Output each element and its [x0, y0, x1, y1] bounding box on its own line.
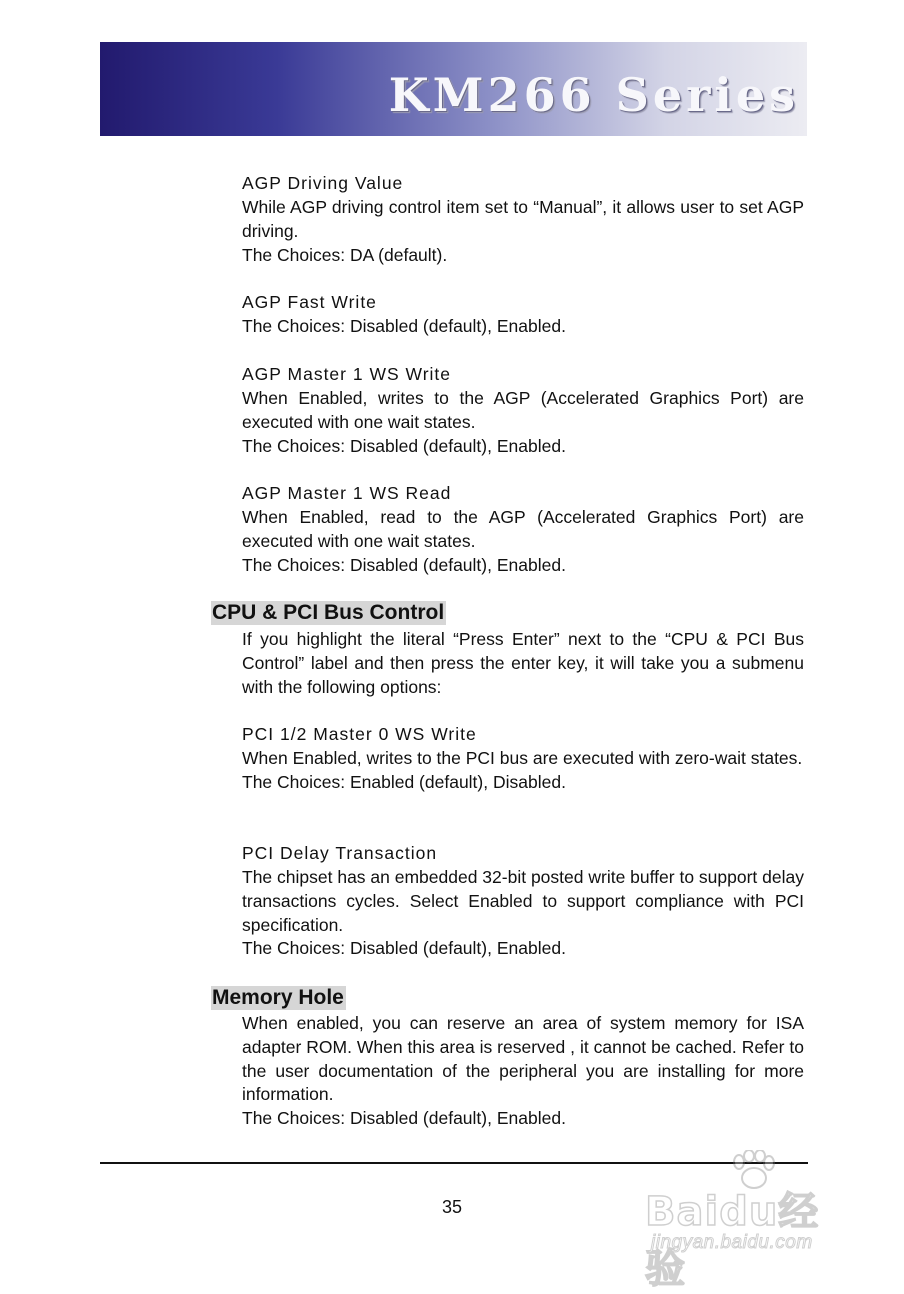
watermark-brand: Baidu经验 [645, 1189, 820, 1292]
section-heading-cpu-pci: CPU & PCI Bus Control [212, 601, 445, 624]
baidu-watermark [645, 1150, 855, 1292]
item-title-pci-delay-transaction: PCI Delay Transaction [242, 843, 438, 863]
item-choices: The Choices: Disabled (default), Enabled. [242, 435, 566, 456]
item-text-pci-master-ws-write [242, 747, 804, 795]
item-text-agp-driving-value [242, 196, 804, 267]
item-description: When Enabled, writes to the AGP (Accelerated Graphics Port) are executed with one wait states. [242, 388, 804, 432]
item-choices: The Choices: Disabled (default), Enabled. [242, 316, 566, 336]
item-title-agp-master-ws-read: AGP Master 1 WS Read [242, 483, 452, 503]
item-choices: The Choices: Disabled (default), Enabled. [242, 938, 566, 959]
section-heading-memory-hole: Memory Hole [212, 986, 344, 1009]
item-title-agp-master-ws-write: AGP Master 1 WS Write [242, 364, 452, 384]
item-choices: The Choices: DA (default). [242, 244, 448, 265]
item-text-pci-delay-transaction [242, 866, 804, 961]
item-text-agp-master-ws-write [242, 387, 804, 458]
item-description: While AGP driving control item set to “Manual”, it allows user to set AGP driving. [242, 197, 804, 241]
item-description: The chipset has an embedded 32-bit posted write buffer to support delay transactions cycles. Select Enabled to support compliance with PCI specification. [242, 867, 804, 935]
item-choices: The Choices: Disabled (default), Enabled. [242, 1108, 566, 1129]
item-choices: The Choices: Enabled (default), Disabled. [242, 771, 566, 792]
item-title-pci-master-ws-write: PCI 1/2 Master 0 WS Write [242, 724, 477, 744]
item-text-agp-master-ws-read [242, 506, 804, 577]
section-intro-cpu-pci [242, 628, 804, 699]
section-text-memory-hole [242, 1012, 804, 1131]
page-number: 35 [441, 1197, 463, 1217]
item-description: When Enabled, read to the AGP (Accelerated Graphics Port) are executed with one wait states. [242, 507, 804, 551]
section-intro: If you highlight the literal “Press Enter” next to the “CPU & PCI Bus Control” label and then press the enter key, it will take you a submenu with the following options: [242, 629, 804, 697]
header-title: KM266 Series [388, 68, 799, 122]
item-description: When enabled, you can reserve an area of system memory for ISA adapter ROM. When this area is reserved , it cannot be cached. Refer to the user documentation of the peripheral you are installing for more information. [242, 1013, 804, 1105]
item-choices: The Choices: Disabled (default), Enabled. [242, 554, 566, 575]
item-text-agp-fast-write [242, 315, 804, 339]
watermark-url: jingyan.baidu.com [651, 1232, 813, 1253]
item-title-agp-fast-write: AGP Fast Write [242, 292, 377, 312]
item-title-agp-driving-value: AGP Driving Value [242, 173, 404, 193]
item-description: When Enabled, writes to the PCI bus are executed with zero-wait states. [242, 748, 803, 768]
